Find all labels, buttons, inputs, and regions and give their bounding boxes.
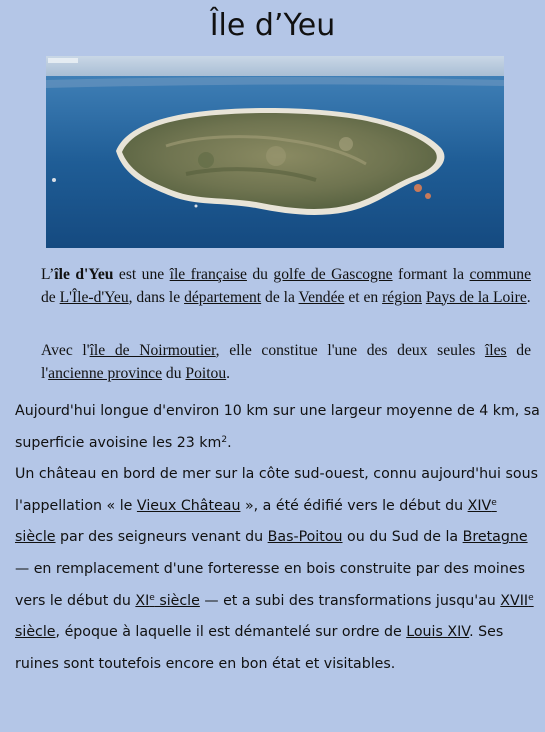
intro-paragraph-2: Avec l'île de Noirmoutier, elle constitue l'une des deux seules îles de l'ancienne province du Poitou. bbox=[41, 342, 531, 382]
link-vieux-chateau[interactable]: Vieux Château bbox=[136, 497, 241, 514]
link-pays-de-la-loire[interactable]: Pays de la Loire bbox=[425, 288, 527, 306]
link-xive-siecle[interactable]: XIVe siècle bbox=[15, 497, 497, 546]
link-poitou[interactable]: Poitou bbox=[185, 364, 227, 382]
body-paragraph-2: Un château en bord de mer sur la côte sud-ouest, connu aujourd'hui sous l'appellation « le Vieux Château », a été édifié vers le début du XIVe siècle par des seigneurs venant du Bas-Poitou ou du Sud de la Bretagne — en remplacement d'une forteresse en bois construite par des moines vers le début du XIe siècle — et a subi des transformations jusqu'au XVIIe siècle, époque à laquelle il est démantelé sur ordre de Louis XIV. Ses ruines sont toutefois encore en bon état et visitables. bbox=[15, 466, 538, 672]
body-text bbox=[15, 396, 540, 680]
link-l-ile-d-yeu[interactable]: L'Île-d'Yeu bbox=[59, 288, 129, 306]
body-paragraph-1: Aujourd'hui longue d'environ 10 km sur une largeur moyenne de 4 km, sa superficie avoisine les 23 $km^2$. bbox=[15, 403, 540, 451]
page-title: Île d’Yeu bbox=[209, 8, 336, 43]
link-xviie-siecle[interactable]: XVIIe siècle bbox=[15, 592, 534, 641]
link-ancienne-province[interactable]: ancienne province bbox=[48, 364, 163, 382]
island-name-bold: île d'Yeu bbox=[54, 266, 114, 283]
link-bretagne[interactable]: Bretagne bbox=[462, 529, 528, 546]
link-ile-francaise[interactable]: île française bbox=[169, 266, 247, 283]
aerial-island-image bbox=[46, 56, 504, 248]
link-iles[interactable]: îles bbox=[484, 342, 507, 359]
link-region[interactable]: région bbox=[382, 288, 422, 306]
link-vendee[interactable]: Vendée bbox=[298, 288, 345, 306]
island-photo bbox=[46, 56, 504, 248]
link-departement[interactable]: département bbox=[184, 288, 262, 306]
link-ile-de-noirmoutier[interactable]: île de Noirmoutier bbox=[89, 342, 216, 359]
link-bas-poitou[interactable]: Bas-Poitou bbox=[267, 529, 343, 546]
link-golfe-de-gascogne[interactable]: golfe de Gascogne bbox=[273, 266, 393, 283]
link-louis-xiv[interactable]: Louis XIV bbox=[406, 624, 470, 641]
superscript-2: 2 bbox=[221, 434, 228, 445]
link-xie-siecle[interactable]: XIe siècle bbox=[135, 592, 200, 609]
link-commune[interactable]: commune bbox=[469, 266, 532, 283]
intro-paragraph-1: L’île d'Yeu est une île française du golfe de Gascogne formant la commune de L'Île-d'Yeu, dans le département de la Vendée et en région Pays de la Loire. bbox=[41, 266, 532, 306]
